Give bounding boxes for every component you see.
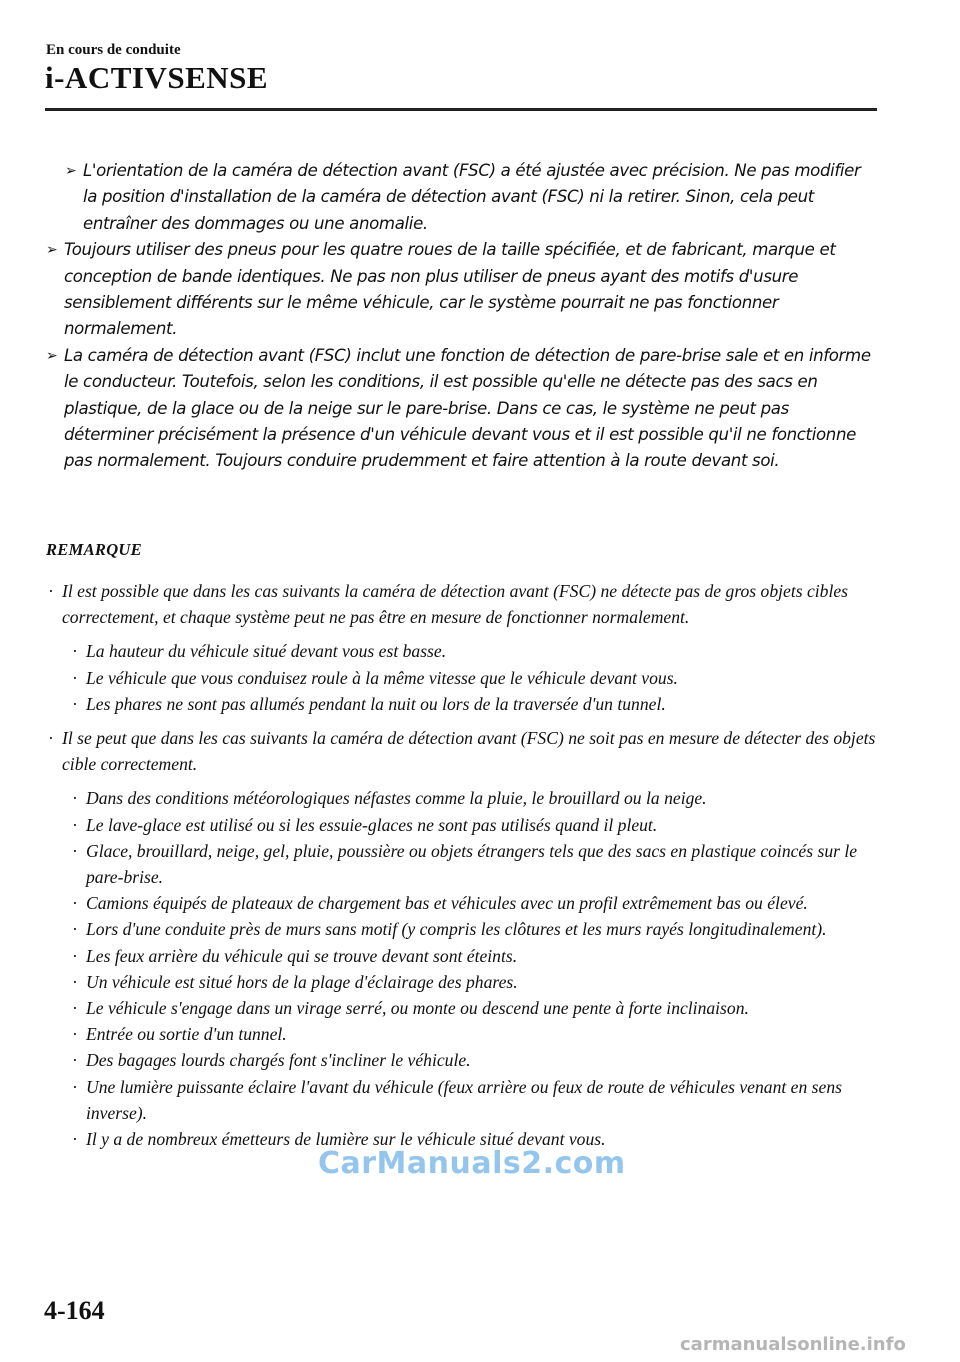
dot-bullet-icon: · (48, 581, 54, 601)
remarque-subitem-text: Le véhicule s'engage dans un virage serré, ou monte ou descend une pente à forte inclinaison. (86, 998, 749, 1019)
dot-bullet-icon: · (72, 945, 78, 966)
dot-bullet-icon: · (48, 728, 54, 749)
dot-bullet-icon: · (72, 998, 78, 1019)
remarque-subitem (46, 943, 876, 969)
arrow-bullet-icon: ➢ (65, 163, 77, 179)
remarque-subitem-text: Les feux arrière du véhicule qui se trouve devant sont éteints. (86, 945, 518, 966)
dot-bullet-icon: · (72, 641, 78, 662)
remarque-subitem-text: La hauteur du véhicule situé devant vous est basse. (86, 641, 447, 662)
remarque-sublist (46, 785, 876, 1152)
remarque-subitem (46, 995, 876, 1021)
remarque-subitem (46, 969, 876, 995)
warning-list (46, 158, 876, 475)
remarque-subitem (46, 638, 876, 664)
remarque-list (46, 578, 876, 1160)
dot-bullet-icon: · (72, 893, 78, 914)
warning-item (65, 158, 876, 237)
chapter-title: i-ACTIVSENSE (45, 60, 269, 95)
remarque-subitem (46, 890, 876, 916)
remarque-subitem (46, 691, 876, 717)
dot-bullet-icon: · (72, 788, 78, 809)
remarque-subitem-text: Camions équipés de plateaux de chargement bas et véhicules avec un profil extrêmement bas ou élevé. (86, 893, 808, 914)
remarque-subitem-text: Les phares ne sont pas allumés pendant la nuit ou lors de la traversée d'un tunnel. (86, 693, 666, 714)
dot-bullet-icon: · (72, 693, 78, 714)
dot-bullet-icon: · (72, 1050, 78, 1071)
remarque-item (46, 578, 876, 630)
page-number: 4-164 (44, 1296, 105, 1325)
remarque-subitem-text: Il y a de nombreux émetteurs de lumière sur le véhicule situé devant vous. (86, 1129, 606, 1150)
watermark-logo: CarManuals2.com (318, 1146, 626, 1181)
remarque-text: Il est possible que dans les cas suivants la caméra de détection avant (FSC) ne détecte pas de gros objets cibles correctement, et chaque système peut ne pas être en mesure de fonctionner normalement. (62, 581, 849, 628)
remarque-subitem-text: Une lumière puissante éclaire l'avant du véhicule (feux arrière ou feux de route de véhicules venant en sens inverse). (86, 1076, 842, 1123)
remarque-subitem-text: Des bagages lourds chargés font s'incliner le véhicule. (86, 1050, 471, 1071)
header-divider (45, 108, 877, 111)
dot-bullet-icon: · (72, 1024, 78, 1045)
remarque-subitem (46, 838, 876, 890)
remarque-text: Il se peut que dans les cas suivants la caméra de détection avant (FSC) ne soit pas en mesure de détecter des objets cible correctement. (62, 728, 876, 775)
remarque-item (46, 725, 876, 777)
warning-text: L'orientation de la caméra de détection avant (FSC) a été ajustée avec précision. Ne pas modifier la position d'installation de la caméra de détection avant (FSC) ni la retirer. Sinon, cela peut entraîner des dommages ou une anomalie. (83, 161, 861, 233)
warning-item (46, 343, 876, 475)
remarque-subitem (46, 916, 876, 942)
site-watermark: carmanualsonline.info (680, 1334, 906, 1355)
remarque-subitem (46, 665, 876, 691)
remarque-subitem (46, 1021, 876, 1047)
warning-item (46, 237, 876, 343)
dot-bullet-icon: · (72, 814, 78, 835)
dot-bullet-icon: · (72, 1129, 78, 1150)
remarque-heading: REMARQUE (46, 540, 142, 559)
dot-bullet-icon: · (72, 919, 78, 940)
remarque-subitem (46, 1047, 876, 1073)
dot-bullet-icon: · (72, 667, 78, 688)
remarque-sublist (46, 638, 876, 717)
dot-bullet-icon: · (72, 971, 78, 992)
remarque-subitem-text: Un véhicule est situé hors de la plage d'éclairage des phares. (86, 971, 518, 992)
section-label: En cours de conduite (46, 42, 181, 58)
arrow-bullet-icon: ➢ (46, 347, 58, 364)
arrow-bullet-icon: ➢ (46, 242, 58, 259)
remarque-subitem-text: Lors d'une conduite près de murs sans motif (y compris les clôtures et les murs rayés longitudinalement). (86, 919, 827, 940)
remarque-subitem-text: Dans des conditions météorologiques néfastes comme la pluie, le brouillard ou la neige. (86, 788, 707, 809)
warning-text: La caméra de détection avant (FSC) inclut une fonction de détection de pare-brise sale et en informe le conducteur. Toutefois, selon les conditions, il est possible qu'elle ne détecte pas des sacs en plastique, de la glace ou de la neige sur le pare-brise. Dans ce cas, le système ne peut pas déterminer précisément la présence d'un véhicule devant vous et il est possible qu'il ne fonctionne pas normalement. Toujours conduire prudemment et faire attention à la route devant soi. (64, 345, 871, 471)
dot-bullet-icon: · (72, 840, 78, 861)
remarque-subitem-text: Glace, brouillard, neige, gel, pluie, poussière ou objets étrangers tels que des sacs en plastique coincés sur le pare-brise. (86, 840, 858, 888)
dot-bullet-icon: · (72, 1076, 78, 1097)
remarque-subitem-text: Le véhicule que vous conduisez roule à la même vitesse que le véhicule devant vous. (86, 667, 678, 688)
remarque-subitem (46, 1074, 876, 1126)
remarque-subitem-text: Entrée ou sortie d'un tunnel. (86, 1024, 287, 1045)
remarque-subitem (46, 812, 876, 838)
warning-text: Toujours utiliser des pneus pour les quatre roues de la taille spécifiée, et de fabricant, marque et conception de bande identiques. Ne pas non plus utiliser de pneus ayant des motifs d'usure sensiblement différents sur le même véhicule, car le système pourrait ne pas fonctionner normalement. (64, 240, 836, 339)
remarque-subitem (46, 785, 876, 811)
remarque-subitem-text: Le lave-glace est utilisé ou si les essuie-glaces ne sont pas utilisés quand il pleut. (86, 814, 658, 835)
